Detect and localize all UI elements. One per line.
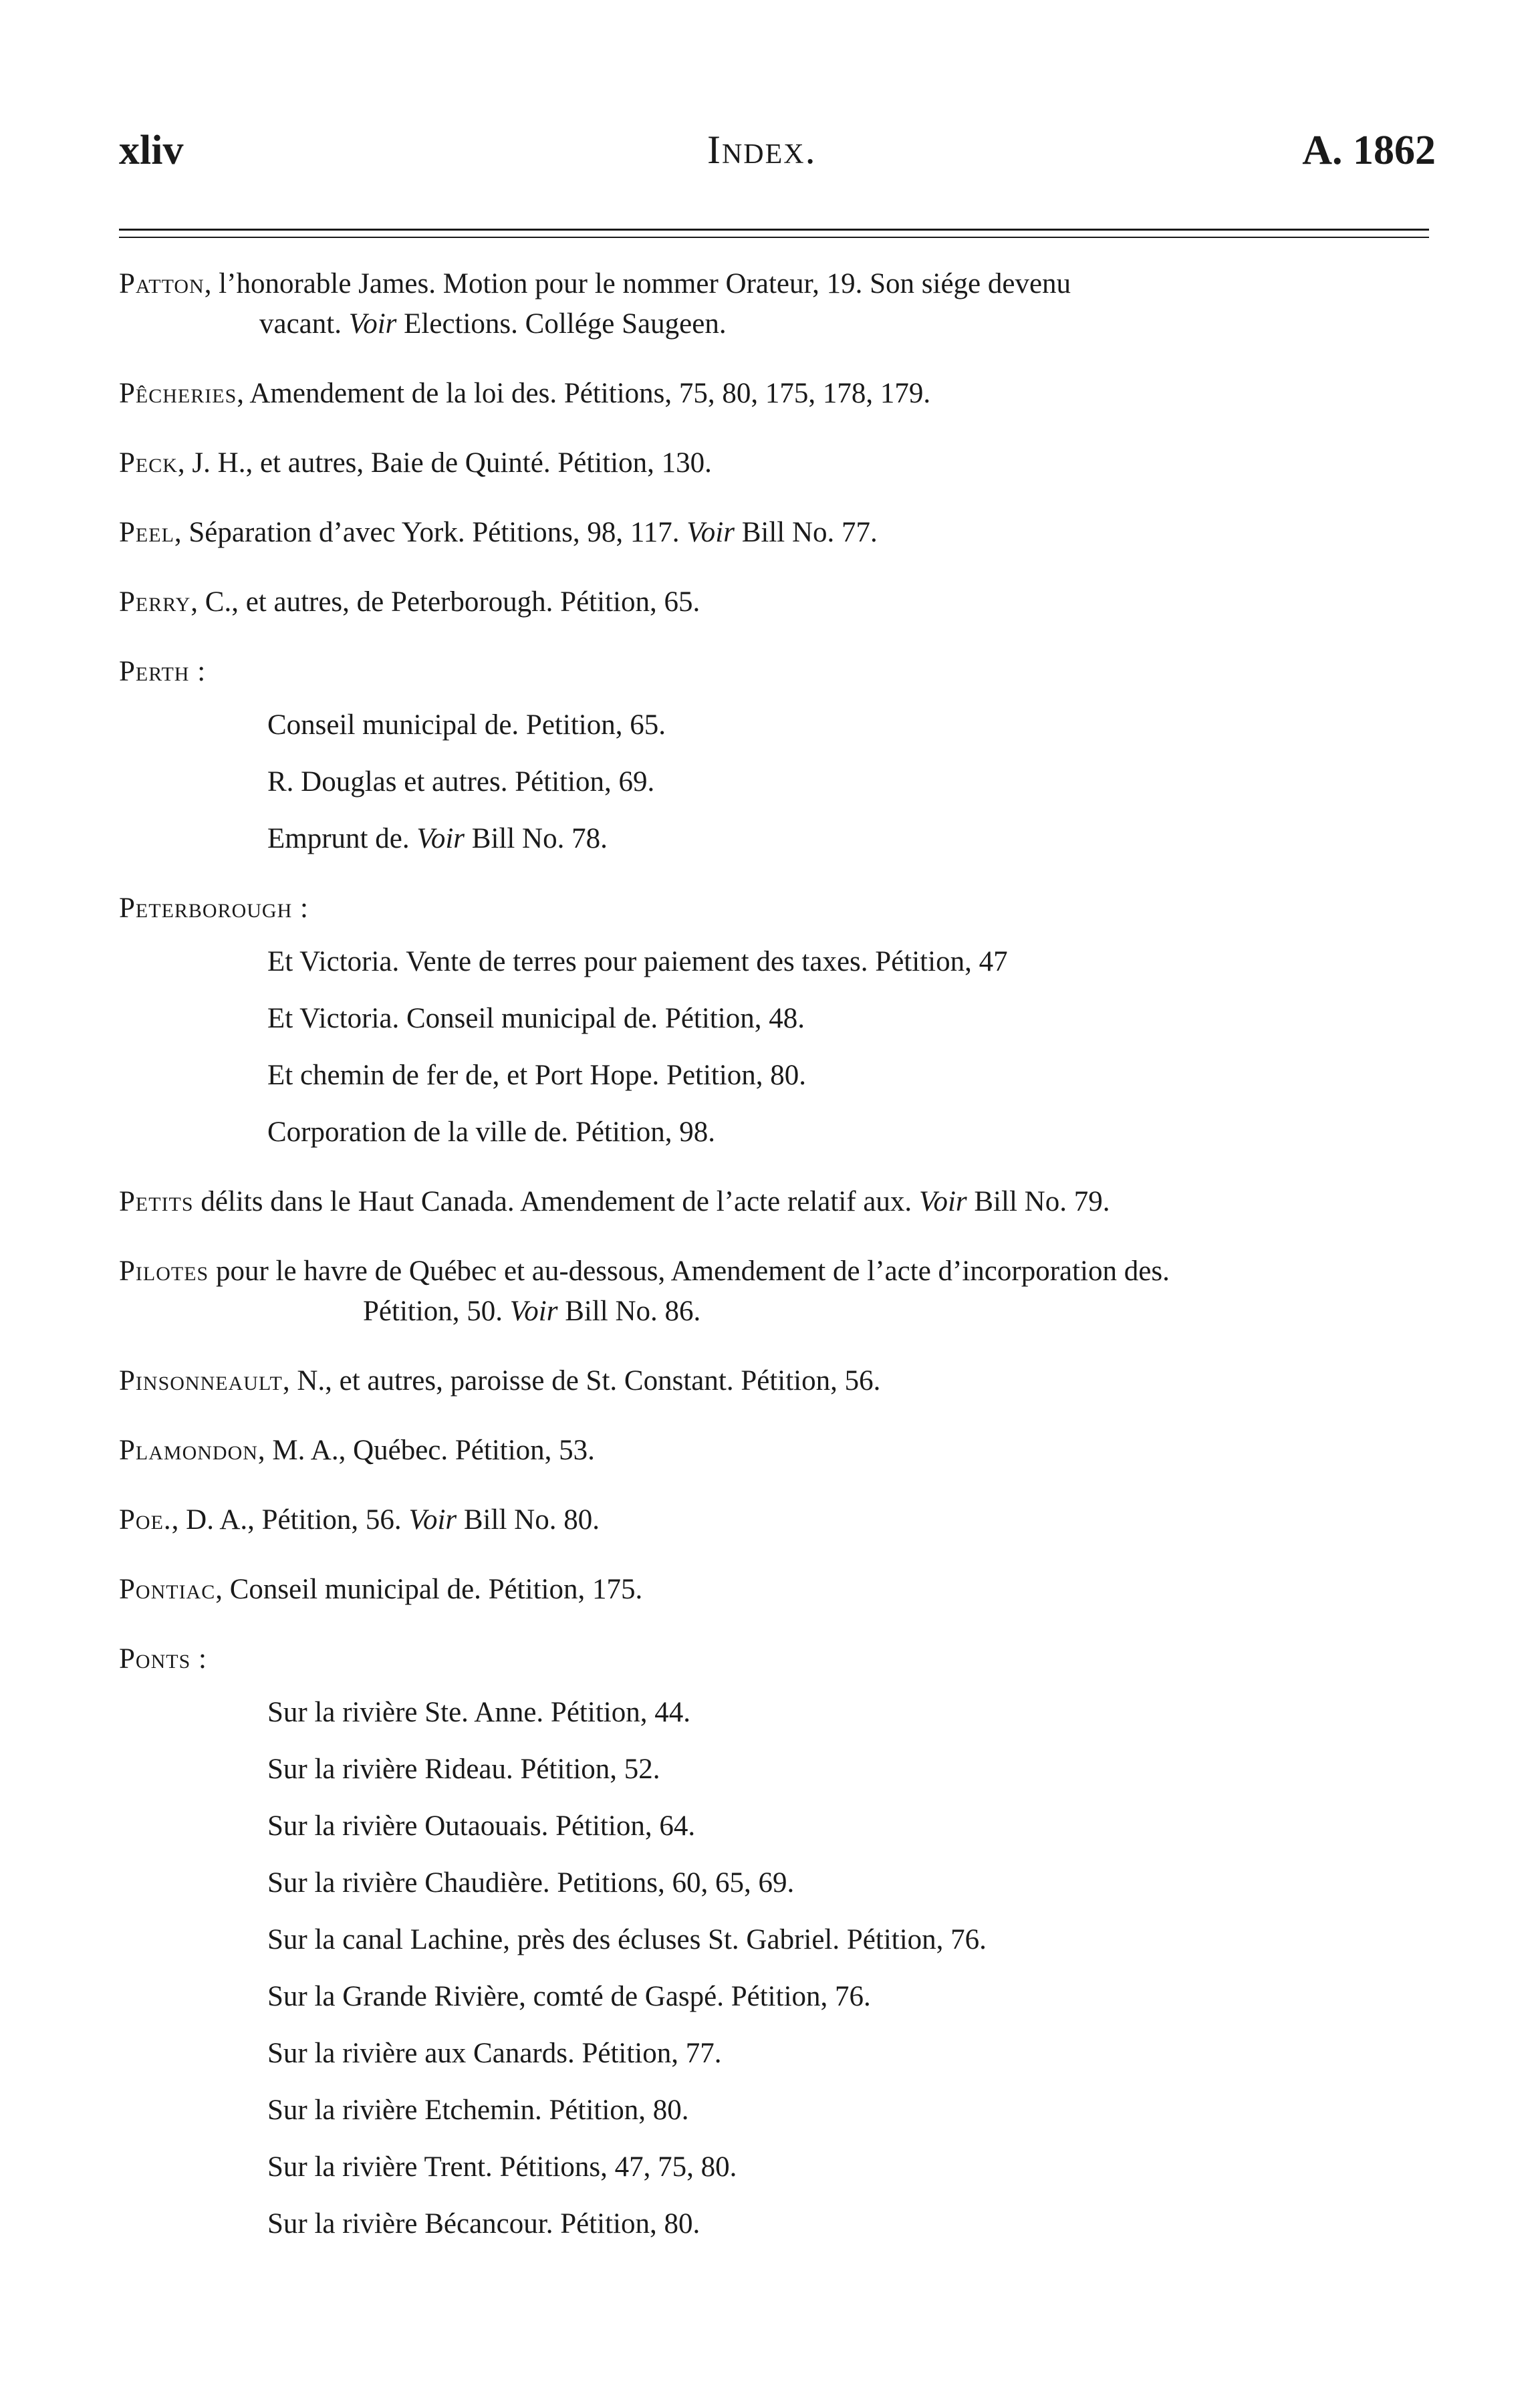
entry-text: , Séparation d’avec York. Pétitions, 98, 117. [174, 517, 687, 548]
voir-ref: Voir [416, 823, 465, 854]
entry-head: Patton [119, 268, 205, 299]
index-entry-pinsonneault [119, 1361, 1449, 1401]
index-entry-poe [119, 1500, 1449, 1540]
entry-head: Peck [119, 447, 178, 479]
sub-entry-text: Sur la Grande Rivière, comté de Gaspé. Pétition, 76. [267, 1981, 871, 2012]
volume-year: A. 1862 [1302, 128, 1436, 173]
entry-head: Plamondon [119, 1435, 258, 1466]
entry-text: , M. A., Québec. Pétition, 53. [257, 1435, 595, 1466]
sub-entry [119, 2204, 1449, 2244]
group-head: Perth : [119, 656, 207, 687]
sub-entry-text: Et Victoria. Conseil municipal de. Pétition, 48. [267, 1003, 805, 1034]
sub-entry [119, 1750, 1449, 1790]
entry-text: , J. H., et autres, Baie de Quinté. Pétition, 130. [177, 447, 712, 479]
sub-entry-text: Emprunt de. [267, 823, 417, 854]
sub-entry [119, 2147, 1449, 2187]
page-header [119, 127, 1436, 194]
entry-text: , Conseil municipal de. Pétition, 175. [215, 1574, 643, 1605]
index-entry-plamondon [119, 1431, 1449, 1471]
sub-entry-text: Sur la rivière Trent. Pétitions, 47, 75, 80. [267, 2151, 737, 2183]
sub-entry [119, 1863, 1449, 1903]
page-number: xliv [119, 128, 184, 173]
sub-entry-text: R. Douglas et autres. Pétition, 69. [267, 766, 655, 798]
entry-text: , D. A., Pétition, 56. [171, 1504, 409, 1536]
index-entry-pecheries [119, 374, 1449, 414]
entry-text: , N., et autres, paroisse de St. Constant. Pétition, 56. [282, 1365, 881, 1397]
sub-entry [119, 1806, 1449, 1846]
group-head: Ponts : [119, 1643, 207, 1675]
sub-entry [119, 2034, 1449, 2074]
entry-cont-text: Pétition, 50. [363, 1296, 510, 1327]
sub-entry-text: Sur la rivière Ste. Anne. Pétition, 44. [267, 1697, 690, 1728]
sub-entry [119, 1112, 1449, 1153]
entry-text: , l’honorable James. Motion pour le nommer Orateur, 19. Son siége devenu [204, 268, 1071, 299]
sub-entry-text: Et chemin de fer de, et Port Hope. Petition, 80. [267, 1060, 807, 1091]
sub-entry [119, 1920, 1449, 1960]
entry-head: Petits [119, 1186, 194, 1217]
sub-entry-text: Sur la rivière aux Canards. Pétition, 77. [267, 2038, 722, 2069]
entry-head: Perry [119, 586, 191, 618]
header-rule-bottom [119, 237, 1429, 238]
entry-text: pour le havre de Québec et au-dessous, Amendement de l’acte d’incorporation des. [209, 1255, 1170, 1287]
voir-ref: Voir [509, 1296, 558, 1327]
entry-text: délits dans le Haut Canada. Amendement de l’acte relatif aux. [193, 1186, 919, 1217]
sub-entry-text: Sur la rivière Chaudière. Petitions, 60, 65, 69. [267, 1867, 795, 1899]
sub-entry [119, 1977, 1449, 2017]
sub-entry-text: Sur la canal Lachine, près des écluses St. Gabriel. Pétition, 76. [267, 1924, 987, 1955]
sub-entry [119, 1056, 1449, 1096]
index-group-perth [119, 652, 1449, 859]
entry-head: Pilotes [119, 1255, 209, 1287]
sub-entry-text: Bill No. 78. [465, 823, 608, 854]
entry-head: Pêcheries [119, 378, 237, 409]
sub-entry [119, 942, 1449, 982]
entry-cont-text: vacant. [259, 308, 349, 340]
sub-entry [119, 1693, 1449, 1733]
entry-head: Poe. [119, 1504, 172, 1536]
index-entry-petits [119, 1182, 1449, 1222]
index-entry-pilotes [119, 1251, 1449, 1332]
sub-entry-text: Sur la rivière Etchemin. Pétition, 80. [267, 2094, 689, 2126]
voir-ref: Voir [408, 1504, 457, 1536]
index-content [119, 264, 1449, 2274]
index-entry-peel [119, 513, 1449, 553]
sub-entry-text: Sur la rivière Bécancour. Pétition, 80. [267, 2208, 700, 2240]
sub-entry-text: Conseil municipal de. Petition, 65. [267, 709, 666, 741]
header-rule-top [119, 229, 1429, 231]
sub-entry-text: Sur la rivière Rideau. Pétition, 52. [267, 1754, 660, 1785]
sub-entry [119, 705, 1449, 745]
index-group-ponts [119, 1639, 1449, 2244]
sub-entry-text: Et Victoria. Vente de terres pour paiement des taxes. Pétition, 47 [267, 946, 1008, 977]
entry-text: , C., et autres, de Peterborough. Pétition, 65. [190, 586, 700, 618]
entry-head: Pontiac [119, 1574, 216, 1605]
sub-entry [119, 819, 1449, 859]
entry-cont-text: Elections. Collége Saugeen. [396, 308, 727, 340]
sub-entry [119, 762, 1449, 802]
entry-text: Bill No. 79. [967, 1186, 1110, 1217]
index-entry-peck [119, 443, 1449, 483]
page-title: Index. [707, 128, 817, 172]
voir-ref: Voir [918, 1186, 967, 1217]
sub-entry [119, 2090, 1449, 2131]
index-entry-perry [119, 582, 1449, 622]
voir-ref: Voir [348, 308, 397, 340]
entry-head: Pinsonneault [119, 1365, 283, 1397]
sub-entry-text: Corporation de la ville de. Pétition, 98. [267, 1116, 715, 1148]
sub-entry [119, 999, 1449, 1039]
entry-text: Bill No. 77. [734, 517, 878, 548]
voir-ref: Voir [686, 517, 735, 548]
entry-text: Bill No. 80. [457, 1504, 600, 1536]
sub-entry-text: Sur la rivière Outaouais. Pétition, 64. [267, 1810, 696, 1842]
index-entry-patton [119, 264, 1449, 344]
entry-cont-text: Bill No. 86. [557, 1296, 701, 1327]
group-head: Peterborough : [119, 892, 309, 924]
entry-text: , Amendement de la loi des. Pétitions, 75, 80, 175, 178, 179. [237, 378, 931, 409]
entry-head: Peel [119, 517, 174, 548]
index-entry-pontiac [119, 1570, 1449, 1610]
index-group-peterborough [119, 888, 1449, 1153]
